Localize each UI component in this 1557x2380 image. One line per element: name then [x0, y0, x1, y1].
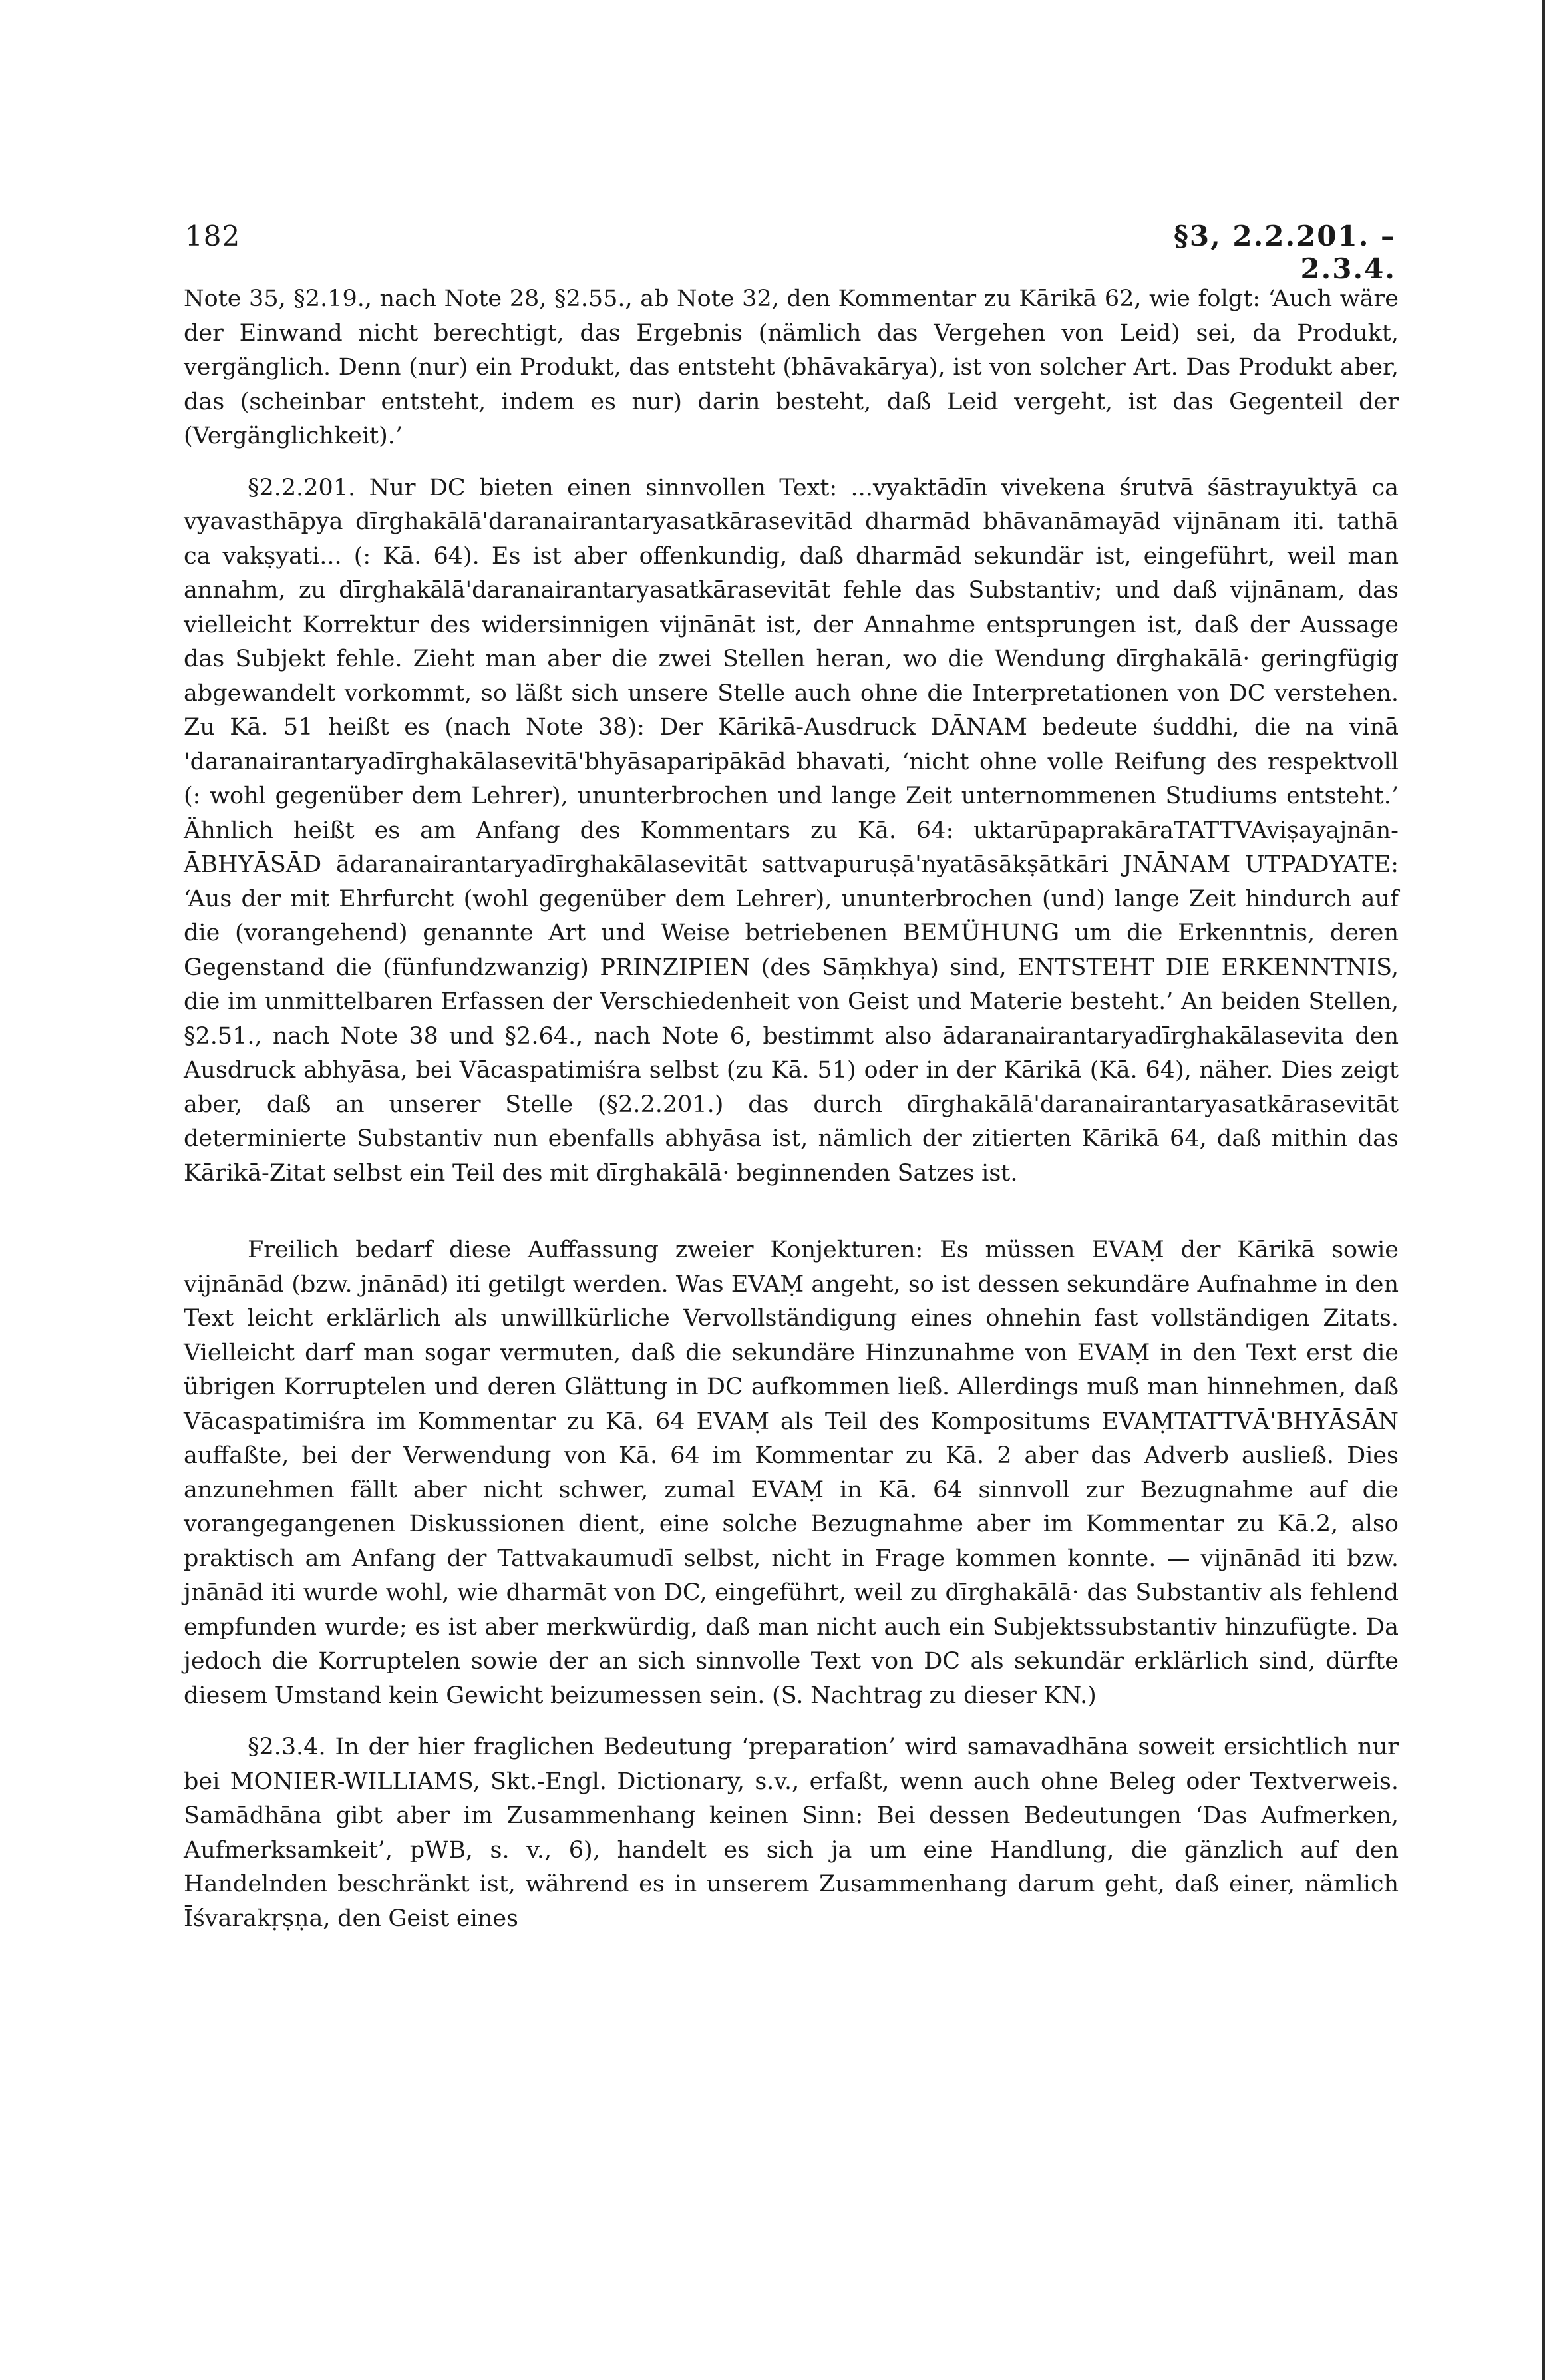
paragraph-section-2-2-201: §2.2.201. Nur DC bieten einen sinnvollen Text: ...vyaktādīn vivekena śrutvā śāstrayuktyā ca vyavasthāpya dīrghakālā'daranairantaryasatkārasevitād dharmād bhāvanāmayād vijnānam iti. tathā ca vakṣyati... (: Kā. 64). Es ist aber offenkundig, daß dharmād sekundär ist, eingeführt, weil man annahm, zu dīrghakālā'daranairantaryasatkārasevitāt fehle das Substantiv; und daß vijnānam, das vielleicht Korrektur des widersinnigen vijnānāt ist, der Annahme entsprungen ist, daß der Aussage das Subjekt fehle. Zieht man aber die zwei Stellen heran, wo die Wendung dīrghakālā· geringfügig abgewandelt vorkommt, so läßt sich unsere Stelle auch ohne die Interpretationen von DC verstehen. Zu Kā. 51 heißt es (nach Note 38): Der Kārikā-Ausdruck DĀNAM bedeute śuddhi, die na vinā 'daranairantaryadīrghakālasevitā'bhyāsaparipākād bhavati, ‘nicht ohne volle Reifung des respektvoll (: wohl gegenüber dem Lehrer), ununterbrochen und lange Zeit unternommenen Studiums entsteht.’ Ähnlich heißt es am Anfang des Kommentars zu Kā. 64: uktarūpaprakāraTATTVAviṣayajnān-ĀBHYĀSĀD ādaranairantaryadīrghakālasevitāt sattvapuruṣā'nyatāsākṣātkāri JNĀNAM UTPADYATE: ‘Aus der mit Ehrfurcht (wohl gegenüber dem Lehrer), ununterbrochen (und) lange Zeit hindurch auf die (vorangehend) genannte Art und Weise betriebenen BEMÜHUNG um die Erkenntnis, deren Gegenstand die (fünfundzwanzig) PRINZIPIEN (des Sāṃkhya) sind, ENTSTEHT DIE ERKENNTNIS, die im unmittelbaren Erfassen der Verschiedenheit von Geist und Materie besteht.’ An beiden Stellen, §2.51., nach Note 38 und §2.64., nach Note 6, bestimmt also ādaranairantaryadīrghakālasevita den Ausdruck abhyāsa, bei Vācaspatimiśra selbst (zu Kā. 51) oder in der Kārikā (Kā. 64), näher. Dies zeigt aber, daß an unserer Stelle (§2.2.201.) das durch dīrghakālā'daranairantaryasatkārasevitāt determinierte Substantiv nun ebenfalls abhyāsa ist, nämlich der zitierten Kārikā 64, daß mithin das Kārikā-Zitat selbst ein Teil des mit dīrghakālā· beginnenden Satzes ist.	[184, 474, 1399, 1187]
running-header-section: §3, 2.2.201. – 2.3.4.	[1173, 220, 1396, 285]
paragraph-note-continuation: Note 35, §2.19., nach Note 28, §2.55., ab Note 32, den Kommentar zu Kārikā 62, wie folgt: ‘Auch wäre der Einwand nicht berechtigt, das Ergebnis (nämlich das Vergehen von Leid) sei, da Produkt, vergänglich. Denn (nur) ein Produkt, das entsteht (bhāvakārya), ist von solcher Art. Das Produkt aber, das (scheinbar entsteht, indem es nur) darin besteht, daß Leid vergeht, ist das Gegenteil der (Vergänglichkeit).’	[184, 286, 1399, 449]
body-text	[184, 282, 1399, 1936]
paragraph-konjekturen: Freilich bedarf diese Auffassung zweier Konjekturen: Es müssen EVAṂ der Kārikā sowie vijnānād (bzw. jnānād) iti getilgt werden. Was EVAṂ angeht, so ist dessen sekundäre Aufnahme in den Text leicht erklärlich als unwillkürliche Vervollständigung eines ohnehin fast vollständigen Zitats. Vielleicht darf man sogar vermuten, daß die sekundäre Hinzunahme von EVAṂ in den Text erst die übrigen Korruptelen und deren Glättung in DC aufkommen ließ. Allerdings muß man hinnehmen, daß Vācaspatimiśra im Kommentar zu Kā. 64 EVAṂ als Teil des Kompositums EVAṂTATTVĀ'BHYĀSĀN auffaßte, bei der Verwendung von Kā. 64 im Kommentar zu Kā. 2 aber das Adverb ausließ. Dies anzunehmen fällt aber nicht schwer, zumal EVAṂ in Kā. 64 sinnvoll zur Bezugnahme auf die vorangegangenen Diskussionen dient, eine solche Bezugnahme aber im Kommentar zu Kā.2, also praktisch am Anfang der Tattvakaumudī selbst, nicht in Frage kommen konnte. — vijnānād iti bzw. jnānād iti wurde wohl, wie dharmāt von DC, eingeführt, weil zu dīrghakālā· das Substantiv als fehlend empfunden wurde; es ist aber merkwürdig, daß man nicht auch ein Subjektssubstantiv hinzufügte. Da jedoch die Korruptelen sowie der an sich sinnvolle Text von DC als sekundär erklärlich sind, dürfte diesem Umstand kein Gewicht beizumessen sein. (S. Nachtrag zu dieser KN.)	[184, 1237, 1399, 1709]
page-number: 182	[185, 220, 241, 252]
page-edge-rule	[1542, 0, 1545, 2380]
paragraph-section-2-3-4: §2.3.4. In der hier fraglichen Bedeutung ‘preparation’ wird samavadhāna soweit ersichtlich nur bei MONIER-WILLIAMS, Skt.-Engl. Dictionary, s.v., erfaßt, wenn auch ohne Beleg oder Textverweis. Samādhāna gibt aber im Zusammenhang keinen Sinn: Bei dessen Bedeutungen ‘Das Aufmerken, Aufmerksamkeit’, pWB, s. v., 6), handelt es sich ja um eine Handlung, die gänzlich auf den Handelnden beschränkt ist, während es in unserem Zusammenhang darum geht, daß einer, nämlich Īśvarakṛṣṇa, den Geist eines	[184, 1734, 1399, 1932]
